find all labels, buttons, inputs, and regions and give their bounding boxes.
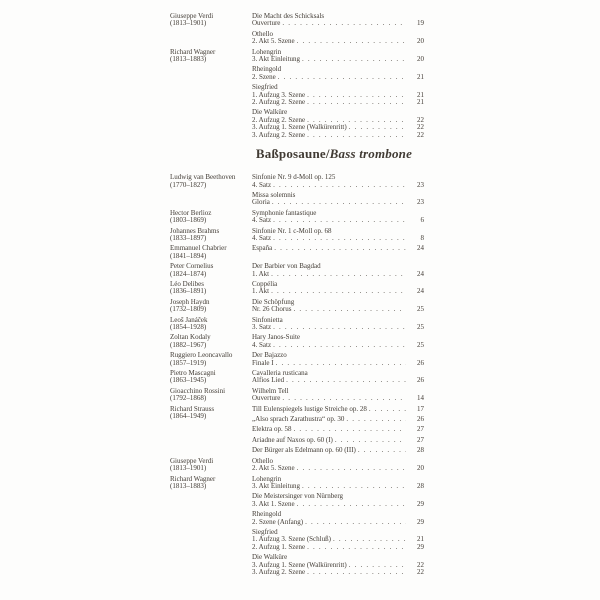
composer-dates: (1833–1897): [170, 233, 207, 242]
composer-dates: (1803–1869): [170, 216, 207, 225]
work-item-label: Nr. 26 Chorus: [252, 305, 292, 314]
work-item-label: Elektra op. 58: [252, 425, 292, 434]
dot-leader: [282, 395, 406, 402]
work-item-label: 3. Akt 1. Szene: [252, 499, 295, 508]
work-item-row: [252, 447, 424, 454]
dot-leader: [335, 437, 406, 444]
dot-leader: [273, 217, 406, 224]
work-item-row: [252, 235, 424, 242]
work-title: Die Schöpfung: [252, 297, 295, 306]
work-group: [252, 263, 424, 278]
toc-entry: [170, 334, 424, 349]
dot-leader: [346, 416, 406, 423]
composer-name: Johannes Brahms: [170, 226, 220, 235]
work-item-label: Ouverture: [252, 394, 281, 403]
work-item-row: [252, 288, 424, 295]
work-item-row: [252, 56, 424, 63]
work-group: [252, 299, 424, 314]
page-number: 17: [417, 404, 424, 413]
work-item-label: Der Bürger als Edelmann op. 60 (III): [252, 446, 356, 455]
composer-name: Pietro Mascagni: [170, 369, 216, 378]
works-cell: [252, 458, 424, 473]
composer-name: Joseph Haydn: [170, 297, 210, 306]
work-title: Der Barbier von Bagdad: [252, 262, 321, 271]
composer-name: Ruggiero Leoncavallo: [170, 351, 233, 360]
work-group: [252, 437, 424, 444]
works-cell: [252, 228, 424, 243]
dot-leader: [305, 519, 406, 526]
dot-leader: [349, 562, 406, 569]
work-title: Die Walküre: [252, 108, 288, 117]
composer-cell: [170, 458, 252, 473]
composer-cell: [170, 370, 252, 385]
composer-cell: [170, 299, 252, 314]
composer-cell: [170, 49, 252, 64]
composer-dates: (1841–1894): [170, 251, 207, 260]
work-group: [252, 529, 424, 551]
work-group: [252, 493, 424, 508]
work-group: [252, 228, 424, 243]
work-group: [252, 416, 424, 423]
dot-leader: [282, 20, 406, 27]
composer-name: Richard Wagner: [170, 47, 216, 56]
dot-leader: [369, 406, 406, 413]
work-item-label: 3. Akt Einleitung: [252, 55, 301, 64]
toc-entry: [170, 476, 424, 577]
dot-leader: [297, 38, 406, 45]
work-title: Rheingold: [252, 510, 282, 519]
work-title: Siegfried: [252, 83, 278, 92]
composer-cell: [170, 476, 252, 491]
work-group: [252, 352, 424, 367]
page-number: 25: [417, 340, 424, 349]
work-group: [252, 388, 424, 403]
page-number: 21: [417, 72, 424, 81]
dot-leader: [297, 501, 406, 508]
toc-entry: [170, 13, 424, 46]
work-item-row: [252, 465, 424, 472]
composer-cell: [170, 317, 252, 332]
work-item-label: 2. Aufzug 2. Szene: [252, 115, 306, 124]
composer-dates: (1857–1919): [170, 358, 207, 367]
work-item-row: [252, 406, 424, 413]
work-group: [252, 210, 424, 225]
work-item-label: 3. Satz: [252, 323, 272, 331]
work-group: [252, 84, 424, 106]
composer-cell: [170, 334, 252, 349]
work-group: [252, 317, 424, 332]
works-cell: [252, 210, 424, 225]
work-item-row: [252, 483, 424, 490]
works-cell: [252, 299, 424, 314]
page-number: 29: [417, 542, 424, 551]
work-item-label: 1. Akt: [252, 287, 270, 296]
page-number: 6: [420, 216, 424, 225]
composer-dates: (1770–1827): [170, 180, 207, 189]
dot-leader: [271, 271, 406, 278]
work-item-row: [252, 569, 424, 576]
page-number: 22: [417, 123, 424, 132]
work-group: [252, 13, 424, 28]
work-title: Siegfried: [252, 527, 278, 536]
instrument-heading: [207, 146, 461, 161]
work-item-label: 3. Aufzug 2. Szene: [252, 567, 306, 576]
composer-name: Hector Berlioz: [170, 208, 212, 217]
work-item-label: 3. Aufzug 2. Szene: [252, 130, 306, 139]
work-item-row: [252, 342, 424, 349]
page-number: 29: [417, 517, 424, 526]
toc-entry: [170, 388, 424, 403]
works-cell: [252, 476, 424, 577]
work-item-label: 1. Aufzug 3. Szene (Schluß): [252, 535, 331, 544]
composer-cell: [170, 406, 252, 421]
page-number: 22: [417, 115, 424, 124]
page-number: 24: [417, 244, 424, 253]
dot-leader: [271, 288, 406, 295]
work-title: Symphonie fantastique: [252, 208, 317, 217]
dot-leader: [302, 483, 406, 490]
page-number: 22: [417, 130, 424, 139]
dot-leader: [273, 235, 406, 242]
page-number: 21: [417, 90, 424, 99]
page-number: 26: [417, 415, 424, 424]
page-number: 22: [417, 560, 424, 569]
heading-german: Baßposaune/: [255, 146, 330, 162]
work-item-row: [252, 324, 424, 331]
work-group: [252, 192, 424, 207]
dot-leader: [293, 306, 406, 313]
toc-entry: [170, 370, 424, 385]
works-cell: [252, 281, 424, 296]
work-item-row: [252, 360, 424, 367]
work-item-row: [252, 38, 424, 45]
dot-leader: [358, 447, 406, 454]
work-title: Die Walküre: [252, 553, 288, 562]
composer-dates: (1854–1928): [170, 323, 207, 331]
toc-entry: [170, 458, 424, 473]
page-number: 21: [417, 98, 424, 107]
page-number: 27: [417, 435, 424, 444]
work-item-label: 3. Aufzug 1. Szene (Walkürenritt): [252, 123, 347, 132]
page-number: 19: [417, 19, 424, 28]
work-item-row: [252, 217, 424, 224]
dot-leader: [272, 199, 406, 206]
dot-leader: [307, 132, 406, 139]
composer-name: Giuseppe Verdi: [170, 12, 214, 20]
composer-name: Gioacchino Rossini: [170, 386, 226, 395]
work-title: Sinfonietta: [252, 315, 283, 324]
composer-dates: (1882–1967): [170, 340, 207, 349]
page-number: 25: [417, 305, 424, 314]
page-number: 20: [417, 37, 424, 46]
section-previous-instrument: [170, 13, 424, 139]
work-title: Missa solemnis: [252, 190, 296, 199]
section-bass-trombone: [170, 174, 424, 576]
page-number: 28: [417, 446, 424, 455]
work-item-label: Ouverture: [252, 19, 281, 28]
dot-leader: [307, 569, 406, 576]
work-item-label: Till Eulenspiegels lustige Streiche op. 28: [252, 404, 367, 413]
composer-name: Emmanuel Chabrier: [170, 244, 227, 253]
work-title: Der Bajazzo: [252, 351, 287, 360]
page-number: 20: [417, 55, 424, 64]
work-item-row: [252, 416, 424, 423]
page-number: 29: [417, 499, 424, 508]
dot-leader: [273, 182, 406, 189]
work-group: [252, 406, 424, 413]
toc-entry: [170, 228, 424, 243]
dot-leader: [307, 92, 406, 99]
work-title: Sinfonie Nr. 1 c-Moll op. 68: [252, 226, 332, 235]
composer-dates: (1824–1874): [170, 269, 207, 278]
toc-entry: [170, 174, 424, 207]
toc-entry: [170, 406, 424, 455]
work-title: Die Macht des Schicksals: [252, 12, 325, 20]
composer-cell: [170, 228, 252, 243]
works-cell: [252, 406, 424, 455]
work-group: [252, 511, 424, 526]
page-number: 23: [417, 198, 424, 207]
works-cell: [252, 263, 424, 278]
work-item-row: [252, 271, 424, 278]
page-number: 26: [417, 376, 424, 385]
work-item-label: 3. Aufzug 1. Szene (Walkürenritt): [252, 560, 347, 569]
works-cell: [252, 317, 424, 332]
composer-cell: [170, 388, 252, 403]
toc-entry: [170, 317, 424, 332]
work-item-row: [252, 99, 424, 106]
work-item-label: 1. Aufzug 3. Szene: [252, 90, 306, 99]
composer-name: Leoš Janáček: [170, 315, 208, 324]
work-group: [252, 370, 424, 385]
composer-name: Richard Wagner: [170, 474, 216, 483]
work-title: Sinfonie Nr. 9 d-Moll op. 125: [252, 173, 336, 182]
dot-leader: [274, 245, 406, 252]
page-number: 8: [420, 233, 424, 242]
work-item-row: [252, 395, 424, 402]
work-group: [252, 66, 424, 81]
composer-dates: (1863–1945): [170, 376, 207, 385]
work-item-label: 4. Satz: [252, 216, 272, 225]
dot-leader: [286, 377, 406, 384]
composer-dates: (1792–1868): [170, 394, 207, 403]
work-item-label: 2. Szene (Anfang): [252, 517, 304, 526]
composer-name: Giuseppe Verdi: [170, 456, 214, 465]
dot-leader: [307, 99, 406, 106]
work-group: [252, 31, 424, 46]
dot-leader: [278, 74, 406, 81]
page-number: 28: [417, 481, 424, 490]
work-group: [252, 458, 424, 473]
work-item-label: Alfios Lied: [252, 376, 285, 385]
page-number: 23: [417, 180, 424, 189]
work-title: Die Meistersinger von Nürnberg: [252, 492, 344, 501]
work-item-label: 4. Satz: [252, 233, 272, 242]
composer-name: Richard Strauss: [170, 404, 215, 413]
work-group: [252, 426, 424, 433]
work-item-label: 4. Satz: [252, 180, 272, 189]
page-number: 26: [417, 358, 424, 367]
composer-cell: [170, 281, 252, 296]
composer-dates: (1813–1901): [170, 19, 207, 28]
composer-cell: [170, 210, 252, 225]
dot-leader: [276, 360, 406, 367]
work-group: [252, 334, 424, 349]
work-title: Cavalleria rusticana: [252, 369, 308, 378]
toc-content: [170, 13, 424, 579]
work-item-row: [252, 544, 424, 551]
work-item-label: Gloria: [252, 198, 270, 207]
toc-entry: [170, 352, 424, 367]
composer-name: Peter Cornelius: [170, 262, 214, 271]
work-item-label: 2. Akt 5. Szene: [252, 464, 295, 473]
toc-entry: [170, 245, 424, 260]
work-item-label: 2. Szene: [252, 72, 276, 81]
works-cell: [252, 49, 424, 139]
composer-cell: [170, 13, 252, 28]
dot-leader: [293, 426, 406, 433]
work-item-row: [252, 199, 424, 206]
composer-dates: (1836–1891): [170, 287, 207, 296]
work-group: [252, 245, 424, 252]
work-item-row: [252, 132, 424, 139]
composer-cell: [170, 263, 252, 278]
work-item-row: [252, 182, 424, 189]
toc-entry: [170, 281, 424, 296]
page-number: 25: [417, 323, 424, 331]
work-title: Othello: [252, 29, 273, 38]
work-item-label: Ariadne auf Naxos op. 60 (I): [252, 435, 333, 444]
work-item-row: [252, 437, 424, 444]
toc-entry: [170, 210, 424, 225]
composer-cell: [170, 245, 252, 260]
work-title: Wilhelm Tell: [252, 386, 289, 395]
work-item-row: [252, 245, 424, 252]
work-item-label: 1. Akt: [252, 269, 270, 278]
work-item-label: 2. Aufzug 2. Szene: [252, 98, 306, 107]
work-title: Coppélia: [252, 279, 278, 288]
work-item-row: [252, 519, 424, 526]
page-number: 24: [417, 287, 424, 296]
works-cell: [252, 388, 424, 403]
dot-leader: [297, 465, 406, 472]
composer-dates: (1813–1883): [170, 55, 207, 64]
composer-name: Zoltan Kodaly: [170, 333, 211, 342]
work-item-row: [252, 306, 424, 313]
work-item-label: 4. Satz: [252, 340, 272, 349]
works-cell: [252, 13, 424, 46]
toc-entry: [170, 263, 424, 278]
work-group: [252, 49, 424, 64]
work-title: Lohengrin: [252, 47, 282, 56]
dot-leader: [307, 544, 406, 551]
composer-dates: (1732–1809): [170, 305, 207, 314]
work-item-label: España: [252, 244, 273, 253]
toc-entry: [170, 49, 424, 139]
works-cell: [252, 370, 424, 385]
composer-cell: [170, 174, 252, 189]
works-cell: [252, 334, 424, 349]
dot-leader: [349, 124, 406, 131]
page-number: 20: [417, 464, 424, 473]
page-number: 24: [417, 269, 424, 278]
dot-leader: [273, 342, 406, 349]
work-title: Hary Janos-Suite: [252, 333, 301, 342]
composer-dates: (1813–1883): [170, 481, 207, 490]
composer-name: Ludwig van Beethoven: [170, 173, 236, 182]
page-number: 22: [417, 567, 424, 576]
work-title: Rheingold: [252, 65, 282, 74]
work-item-label: 2. Aufzug 1. Szene: [252, 542, 306, 551]
work-item-label: 2. Akt 5. Szene: [252, 37, 295, 46]
work-title: Othello: [252, 456, 273, 465]
work-item-label: Finale I: [252, 358, 274, 367]
work-group: [252, 476, 424, 491]
toc-entry: [170, 299, 424, 314]
work-group: [252, 447, 424, 454]
work-group: [252, 281, 424, 296]
page-number: 14: [417, 394, 424, 403]
dot-leader: [273, 324, 406, 331]
composer-name: Léo Delibes: [170, 279, 205, 288]
composer-cell: [170, 352, 252, 367]
page-number: 21: [417, 535, 424, 544]
work-item-row: [252, 20, 424, 27]
work-group: [252, 109, 424, 139]
composer-dates: (1813–1901): [170, 464, 207, 473]
work-item-row: [252, 501, 424, 508]
dot-leader: [302, 56, 406, 63]
work-item-label: „Also sprach Zarathustra“ op. 30: [252, 415, 345, 424]
works-cell: [252, 174, 424, 207]
work-group: [252, 174, 424, 189]
dot-leader: [333, 536, 406, 543]
work-group: [252, 554, 424, 576]
work-item-label: 3. Akt Einleitung: [252, 481, 301, 490]
page-number: 27: [417, 425, 424, 434]
works-cell: [252, 245, 424, 252]
works-cell: [252, 352, 424, 367]
work-item-row: [252, 377, 424, 384]
heading-english: Bass trombone: [329, 146, 413, 162]
work-item-row: [252, 74, 424, 81]
work-title: Lohengrin: [252, 474, 282, 483]
work-item-row: [252, 426, 424, 433]
composer-dates: (1864–1949): [170, 412, 207, 421]
